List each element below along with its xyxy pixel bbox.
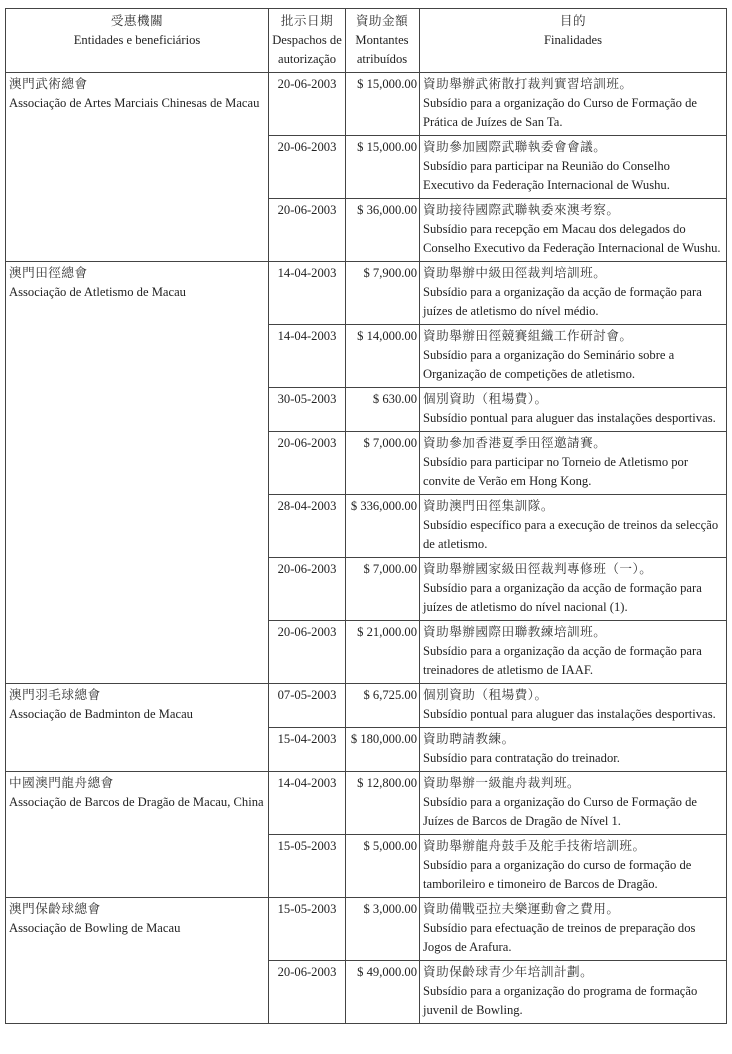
entity-name-zh: 中國澳門龍舟總會 bbox=[9, 776, 114, 790]
purpose-pt: Subsídio para a organização do Curso de Formação de Juízes de Barcos de Dragão de Nível 1. bbox=[423, 795, 697, 828]
purpose-pt: Subsídio para participar na Reunião do Conselho Executivo da Federação Internacional de Wushu. bbox=[423, 159, 670, 192]
purpose-zh: 資助舉辦中級田徑裁判培訓班。 bbox=[423, 266, 607, 280]
grant-amount: $ 15,000.00 bbox=[346, 136, 420, 199]
purpose-zh: 資助舉辦國家級田徑裁判專修班（一）。 bbox=[423, 562, 653, 576]
grant-amount: $ 6,725.00 bbox=[346, 684, 420, 728]
entity-name-pt: Associação de Badminton de Macau bbox=[9, 707, 193, 721]
grant-purpose bbox=[420, 684, 727, 728]
purpose-pt: Subsídio para a organização do Seminário sobre a Organização de competições de atletismo. bbox=[423, 348, 675, 381]
header-dates-zh: 批示日期 bbox=[280, 14, 334, 28]
grant-purpose bbox=[420, 961, 727, 1024]
entity-name-zh: 澳門保齡球總會 bbox=[9, 902, 101, 916]
grant-date: 15-04-2003 bbox=[269, 728, 346, 772]
table-row bbox=[6, 772, 727, 835]
header-entities-zh: 受惠機關 bbox=[110, 14, 164, 28]
entity-name-pt: Associação de Artes Marciais Chinesas de Macau bbox=[9, 96, 260, 110]
grant-date: 20-06-2003 bbox=[269, 558, 346, 621]
grant-amount: $ 336,000.00 bbox=[346, 495, 420, 558]
grant-purpose bbox=[420, 898, 727, 961]
table-row bbox=[6, 262, 727, 325]
purpose-pt: Subsídio para participar no Torneio de Atletismo por convite de Verão em Hong Kong. bbox=[423, 455, 689, 488]
grant-purpose bbox=[420, 73, 727, 136]
purpose-zh: 資助舉辦國際田聯教練培訓班。 bbox=[423, 625, 607, 639]
grant-date: 07-05-2003 bbox=[269, 684, 346, 728]
header-entities-pt: Entidades e beneficiários bbox=[73, 33, 201, 47]
purpose-pt: Subsídio para a organização da acção de formação para treinadores de atletismo de IAAF. bbox=[423, 644, 702, 677]
grant-purpose bbox=[420, 495, 727, 558]
table-row bbox=[6, 684, 727, 728]
subsidies-table bbox=[5, 8, 727, 1024]
header-purposes-zh: 目的 bbox=[559, 14, 587, 28]
purpose-pt: Subsídio para a organização do Curso de Formação de Prática de Juízes de San Ta. bbox=[423, 96, 697, 129]
purpose-pt: Subsídio para a organização do programa de formação juvenil de Bowling. bbox=[423, 984, 698, 1017]
purpose-pt: Subsídio pontual para aluguer das instalações desportivas. bbox=[423, 411, 716, 425]
purpose-pt: Subsídio para a organização da acção de formação para juízes de atletismo do nível médio. bbox=[423, 285, 702, 318]
header-entities bbox=[6, 9, 269, 73]
entity-cell bbox=[6, 898, 269, 1024]
grant-amount: $ 7,900.00 bbox=[346, 262, 420, 325]
entity-name-pt: Associação de Atletismo de Macau bbox=[9, 285, 186, 299]
grant-purpose bbox=[420, 136, 727, 199]
purpose-zh: 資助參加國際武聯執委會會議。 bbox=[423, 140, 607, 154]
grant-date: 14-04-2003 bbox=[269, 262, 346, 325]
grant-purpose bbox=[420, 262, 727, 325]
purpose-zh: 個別資助（租場費）。 bbox=[423, 688, 548, 702]
grant-purpose bbox=[420, 728, 727, 772]
entity-name-zh: 澳門羽毛球總會 bbox=[9, 688, 101, 702]
grant-amount: $ 36,000.00 bbox=[346, 199, 420, 262]
grant-date: 20-06-2003 bbox=[269, 73, 346, 136]
grant-date: 20-06-2003 bbox=[269, 961, 346, 1024]
grant-purpose bbox=[420, 772, 727, 835]
header-purposes-pt: Finalidades bbox=[543, 33, 603, 47]
grant-date: 15-05-2003 bbox=[269, 835, 346, 898]
header-amounts-pt: Montantes atribuídos bbox=[355, 33, 409, 66]
purpose-pt: Subsídio para recepção em Macau dos delegados do Conselho Executivo da Federação Internacional de Wushu. bbox=[423, 222, 721, 255]
entity-cell bbox=[6, 772, 269, 898]
grant-amount: $ 49,000.00 bbox=[346, 961, 420, 1024]
header-amounts bbox=[346, 9, 420, 73]
grant-amount: $ 12,800.00 bbox=[346, 772, 420, 835]
grant-amount: $ 14,000.00 bbox=[346, 325, 420, 388]
purpose-zh: 資助舉辦龍舟鼓手及舵手技術培訓班。 bbox=[423, 839, 646, 853]
entity-cell bbox=[6, 262, 269, 684]
purpose-zh: 資助舉辦田徑競賽組織工作研討會。 bbox=[423, 329, 633, 343]
table-row bbox=[6, 73, 727, 136]
purpose-zh: 資助備戰亞拉夫樂運動會之費用。 bbox=[423, 902, 620, 916]
header-dates-pt: Despachos de autorização bbox=[272, 33, 342, 66]
grant-amount: $ 3,000.00 bbox=[346, 898, 420, 961]
purpose-zh: 資助保齡球青少年培訓計劃。 bbox=[423, 965, 594, 979]
grant-date: 14-04-2003 bbox=[269, 325, 346, 388]
table-row bbox=[6, 898, 727, 961]
entity-name-pt: Associação de Bowling de Macau bbox=[9, 921, 181, 935]
purpose-pt: Subsídio pontual para aluguer das instalações desportivas. bbox=[423, 707, 716, 721]
purpose-zh: 資助聘請教練。 bbox=[423, 732, 515, 746]
grant-date: 20-06-2003 bbox=[269, 621, 346, 684]
entity-cell bbox=[6, 684, 269, 772]
purpose-zh: 資助澳門田徑集訓隊。 bbox=[423, 499, 554, 513]
grant-purpose bbox=[420, 835, 727, 898]
grant-amount: $ 630.00 bbox=[346, 388, 420, 432]
grant-purpose bbox=[420, 432, 727, 495]
grant-amount: $ 180,000.00 bbox=[346, 728, 420, 772]
grant-date: 15-05-2003 bbox=[269, 898, 346, 961]
grant-purpose bbox=[420, 199, 727, 262]
purpose-zh: 資助舉辦一級龍舟裁判班。 bbox=[423, 776, 581, 790]
grant-purpose bbox=[420, 388, 727, 432]
purpose-zh: 個別資助（租場費）。 bbox=[423, 392, 548, 406]
purpose-pt: Subsídio para a organização da acção de formação para juízes de atletismo do nível nacional (1). bbox=[423, 581, 702, 614]
header-amounts-zh: 資助金額 bbox=[355, 14, 409, 28]
grant-date: 20-06-2003 bbox=[269, 432, 346, 495]
grant-date: 28-04-2003 bbox=[269, 495, 346, 558]
purpose-zh: 資助舉辦武術散打裁判實習培訓班。 bbox=[423, 77, 633, 91]
grant-amount: $ 7,000.00 bbox=[346, 558, 420, 621]
grant-date: 20-06-2003 bbox=[269, 136, 346, 199]
purpose-pt: Subsídio para contratação do treinador. bbox=[423, 751, 620, 765]
grant-purpose bbox=[420, 325, 727, 388]
grant-purpose bbox=[420, 621, 727, 684]
grant-amount: $ 7,000.00 bbox=[346, 432, 420, 495]
table-header-row bbox=[6, 9, 727, 73]
purpose-zh: 資助接待國際武聯執委來澳考察。 bbox=[423, 203, 620, 217]
entity-name-zh: 澳門田徑總會 bbox=[9, 266, 88, 280]
purpose-pt: Subsídio para a organização do curso de formação de tamborileiro e timoneiro de Barcos de Dragão. bbox=[423, 858, 692, 891]
table-body bbox=[6, 73, 727, 1024]
purpose-pt: Subsídio específico para a execução de treinos da selecção de atletismo. bbox=[423, 518, 719, 551]
entity-name-zh: 澳門武術總會 bbox=[9, 77, 88, 91]
grant-amount: $ 21,000.00 bbox=[346, 621, 420, 684]
grant-amount: $ 5,000.00 bbox=[346, 835, 420, 898]
grant-date: 20-06-2003 bbox=[269, 199, 346, 262]
header-dates bbox=[269, 9, 346, 73]
purpose-zh: 資助參加香港夏季田徑邀請賽。 bbox=[423, 436, 607, 450]
grant-date: 14-04-2003 bbox=[269, 772, 346, 835]
grant-purpose bbox=[420, 558, 727, 621]
grant-amount: $ 15,000.00 bbox=[346, 73, 420, 136]
entity-name-pt: Associação de Barcos de Dragão de Macau, China bbox=[9, 795, 264, 809]
entity-cell bbox=[6, 73, 269, 262]
header-purposes bbox=[420, 9, 727, 73]
purpose-pt: Subsídio para efectuação de treinos de preparação dos Jogos de Arafura. bbox=[423, 921, 696, 954]
grant-date: 30-05-2003 bbox=[269, 388, 346, 432]
